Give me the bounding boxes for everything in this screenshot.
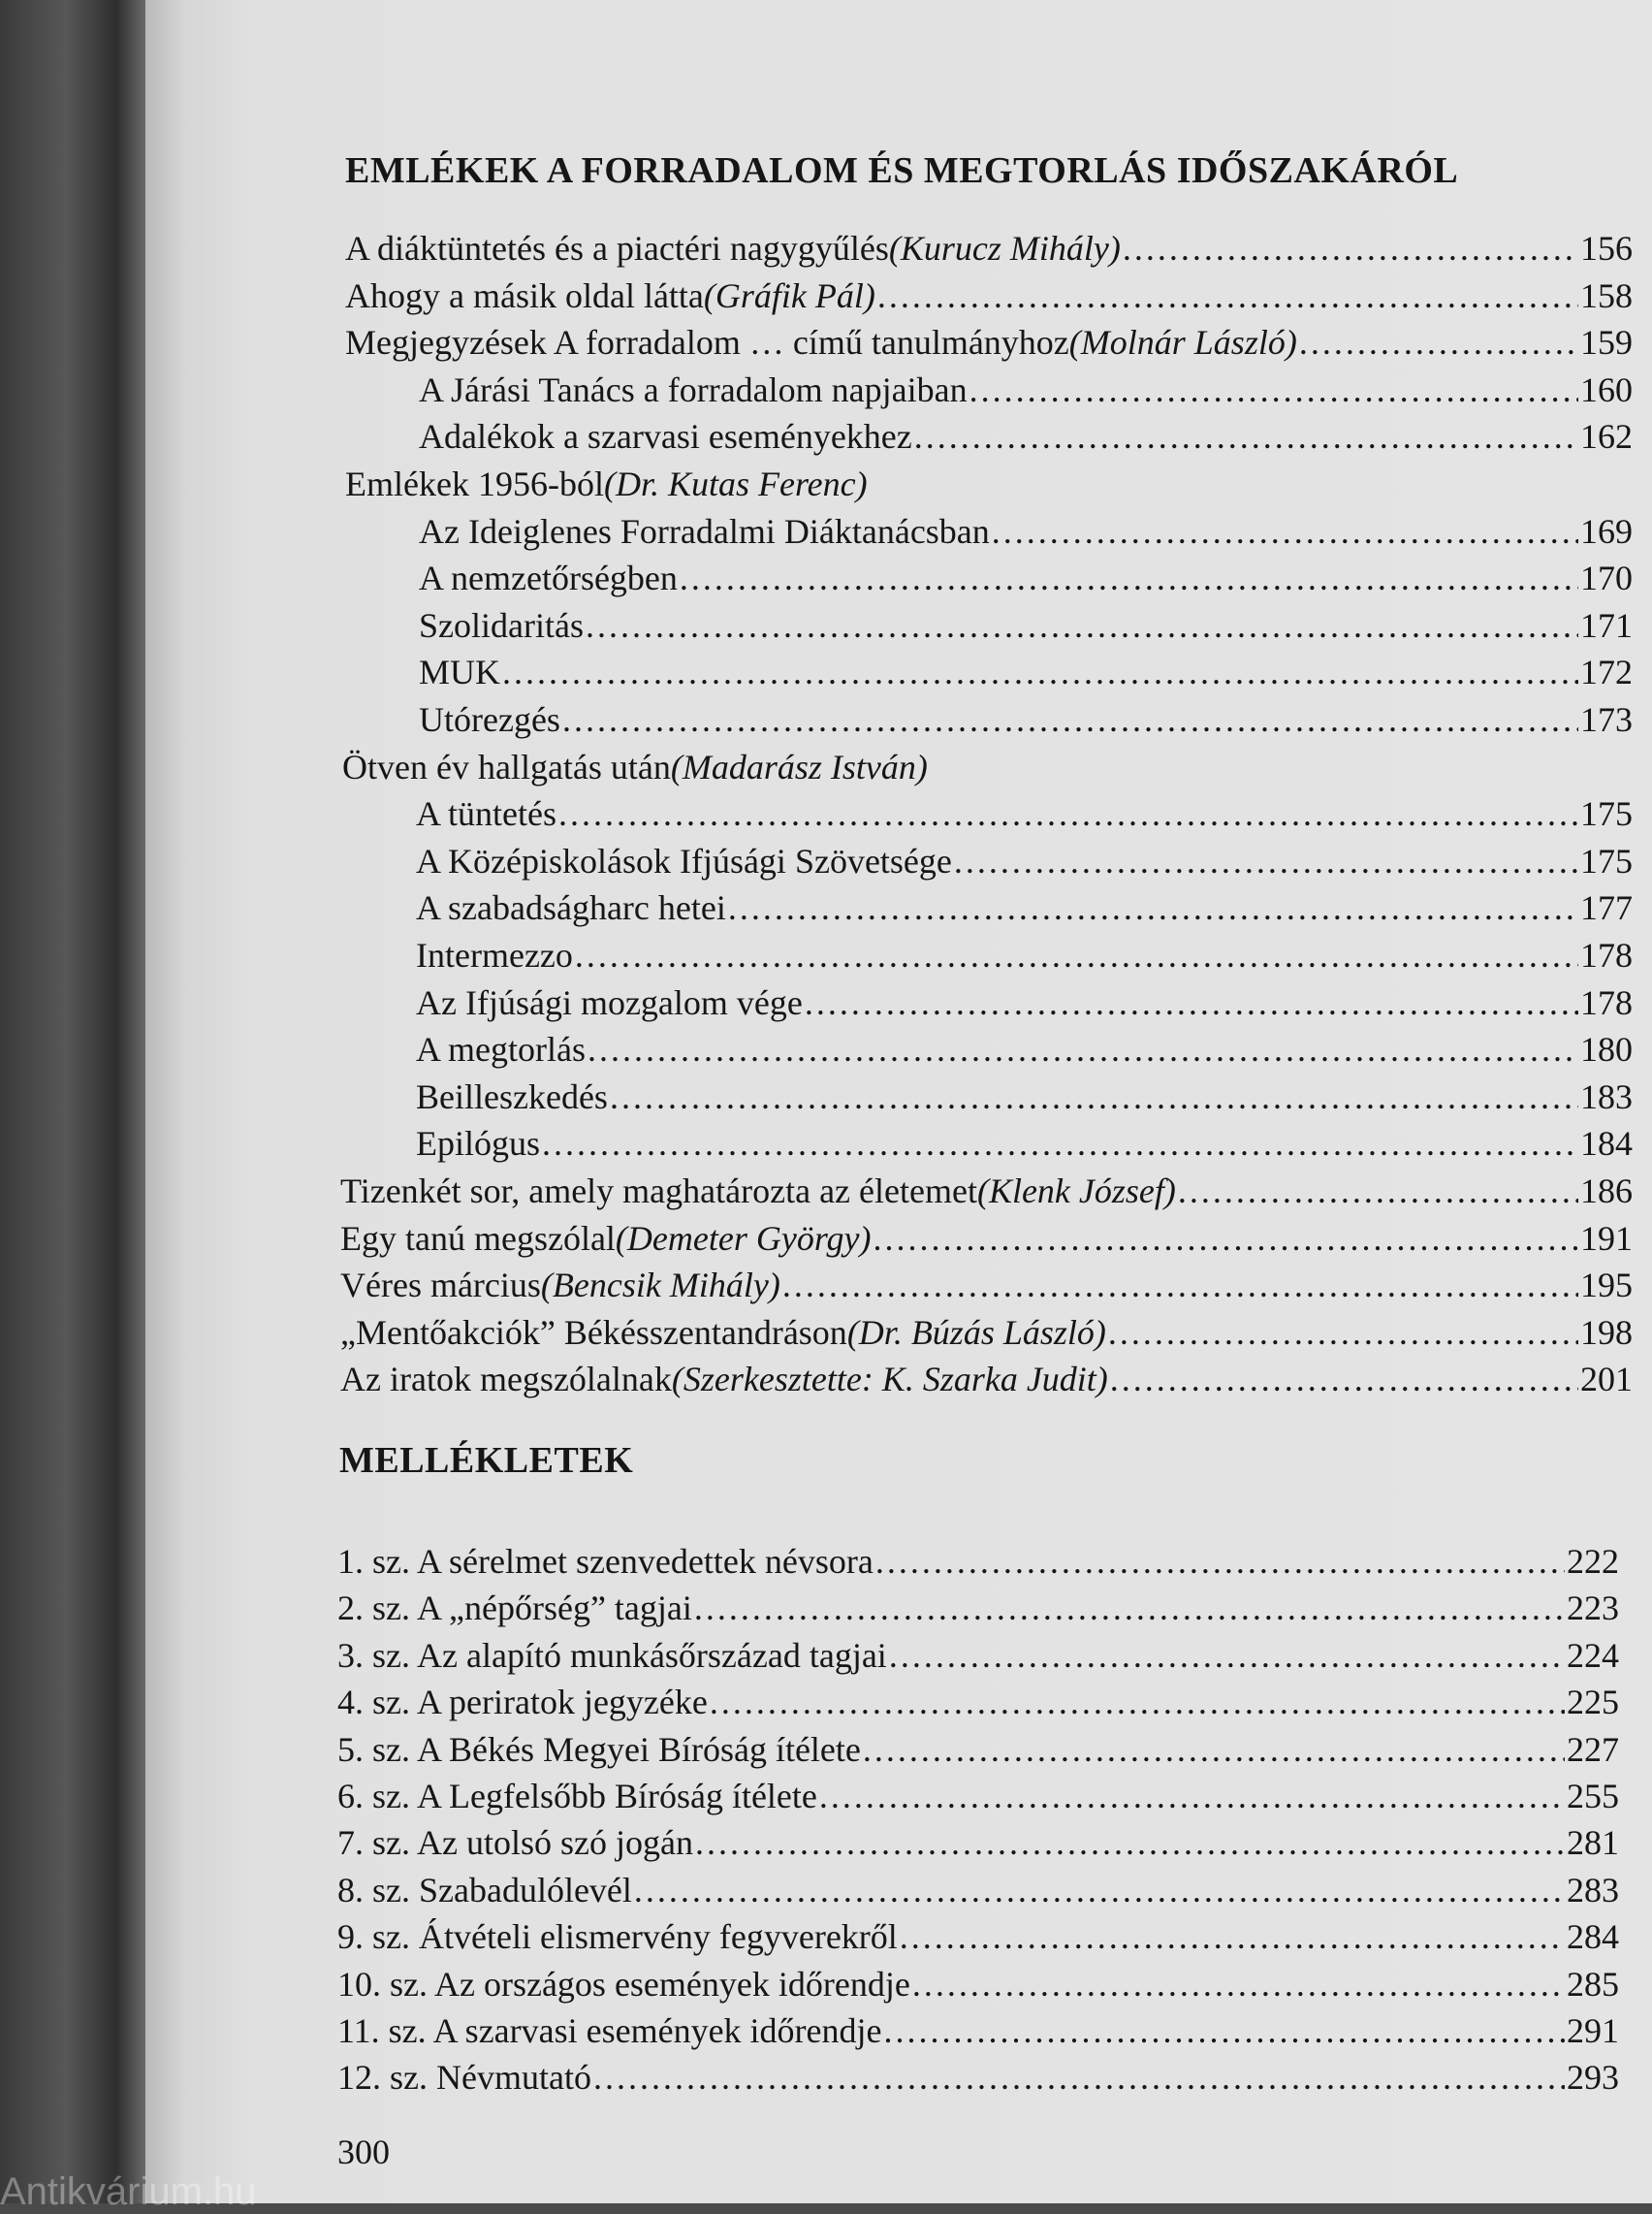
watermark-logo: Antikvárium.hu	[0, 2170, 257, 2213]
toc-entry-title: 9. sz. Átvételi elismervény fegyverekről	[337, 1917, 898, 1957]
dot-leader	[710, 1679, 1565, 1725]
dot-leader	[889, 1632, 1565, 1679]
toc-entry-title: 2. sz. A „népőrség” tagjai	[337, 1588, 692, 1628]
toc-entry	[345, 461, 1633, 507]
toc-entry	[337, 1538, 1619, 1585]
dot-leader	[634, 1867, 1565, 1913]
toc-entry	[337, 1679, 1619, 1725]
toc-entry-page: 227	[1567, 1729, 1619, 1769]
toc-entry-title: Egy tanú megszólal	[340, 1218, 616, 1258]
toc-entry-title: Az iratok megszólalnak	[340, 1360, 672, 1399]
toc-entry-author: (Gráfik Pál)	[703, 275, 875, 315]
toc-entry-title: Epilógus	[416, 1124, 541, 1164]
dot-leader	[884, 2007, 1566, 2054]
toc-entry	[416, 1120, 1633, 1167]
toc-entry-page: 178	[1580, 982, 1633, 1022]
toc-entry-page: 186	[1580, 1171, 1633, 1210]
toc-entry-page: 198	[1580, 1312, 1633, 1352]
toc-entry	[419, 413, 1633, 460]
section-heading-memories: EMLÉKEK A FORRADALOM ÉS MEGTORLÁS IDŐSZAKÁRÓL	[345, 150, 1459, 191]
toc-entry-page: 255	[1567, 1777, 1619, 1815]
toc-entry	[337, 1726, 1619, 1773]
dot-leader	[914, 413, 1578, 460]
toc-entry	[416, 790, 1633, 837]
toc-entry-title: Utórezgés	[419, 700, 560, 739]
toc-entry	[416, 1074, 1633, 1120]
toc-entry-page: 291	[1567, 2011, 1619, 2050]
toc-entry-title: Véres március	[340, 1266, 541, 1305]
toc-entry-author: (Szerkesztette: K. Szarka Judit)	[671, 1360, 1108, 1399]
toc-entry	[337, 1867, 1619, 1913]
dot-leader	[912, 1961, 1565, 2007]
toc-entry-page: 195	[1580, 1266, 1633, 1305]
toc-entry-title: Az Ideiglenes Forradalmi Diáktanácsban	[419, 511, 990, 551]
toc-entry	[416, 932, 1633, 979]
toc-entry	[337, 1585, 1619, 1631]
toc-entry	[337, 1632, 1619, 1679]
toc-entry-author: (Dr. Kutas Ferenc)	[603, 465, 868, 503]
toc-entry-title: A megtorlás	[416, 1030, 586, 1070]
dot-leader	[1299, 319, 1578, 366]
toc-entry-title: A Járási Tanács a forradalom napjaiban	[419, 369, 968, 409]
dot-leader	[969, 367, 1578, 413]
toc-entry-title: 8. sz. Szabadulólevél	[337, 1870, 632, 1909]
toc-entry	[419, 367, 1633, 413]
dot-leader	[805, 979, 1578, 1026]
toc-entry-author: (Klenk József)	[976, 1171, 1176, 1210]
toc-entry-page: 293	[1567, 2058, 1619, 2098]
toc-entry-page: 222	[1567, 1542, 1619, 1581]
dot-leader	[875, 1538, 1565, 1585]
toc-entry	[337, 1819, 1619, 1866]
toc-entry-page: 175	[1580, 841, 1633, 881]
toc-entry-page: 283	[1567, 1870, 1619, 1909]
toc-entry-title: 6. sz. A Legfelsőbb Bíróság ítélete	[337, 1777, 817, 1815]
toc-entry-title: Az Ifjúsági mozgalom vége	[416, 982, 803, 1022]
dot-leader	[588, 1026, 1578, 1073]
toc-entry	[419, 602, 1633, 649]
toc-entry	[419, 555, 1633, 601]
toc-entry-title: MUK	[419, 653, 501, 692]
toc-entry-title: A Középiskolások Ifjúsági Szövetsége	[416, 841, 952, 881]
toc-entry-title: 10. sz. Az országos események időrendje	[337, 1964, 910, 2004]
toc-entry-page: 285	[1567, 1964, 1619, 2004]
dot-leader	[900, 1913, 1565, 1960]
toc-entry	[337, 1913, 1619, 1960]
dot-leader	[863, 1726, 1565, 1773]
toc-entry	[419, 696, 1633, 743]
toc-entry-title: Ahogy a másik oldal látta	[345, 275, 704, 315]
toc-entry	[416, 838, 1633, 884]
dot-leader	[586, 602, 1578, 649]
dot-leader	[562, 696, 1578, 743]
toc-entry	[337, 2007, 1619, 2054]
dot-leader	[873, 1215, 1578, 1262]
toc-entry-page: 175	[1580, 794, 1633, 834]
section-heading-appendices: MELLÉKLETEK	[339, 1440, 634, 1481]
toc-entry-title: 12. sz. Névmutató	[337, 2058, 591, 2098]
dot-leader	[680, 555, 1578, 601]
toc-entry	[340, 1215, 1633, 1262]
dot-leader	[575, 932, 1578, 979]
dot-leader	[558, 790, 1578, 837]
toc-entry	[340, 1309, 1633, 1356]
book-page	[145, 0, 1652, 2203]
toc-entry-page: 170	[1580, 559, 1633, 598]
toc-entry-page: 281	[1567, 1823, 1619, 1863]
toc-entry	[337, 2054, 1619, 2101]
toc-entry-author: (Kurucz Mihály)	[888, 229, 1121, 268]
toc-entry-page: 224	[1567, 1635, 1619, 1675]
toc-entry-page: 173	[1580, 700, 1633, 739]
toc-entry-page: 183	[1580, 1076, 1633, 1116]
toc-entry-page: 178	[1580, 936, 1633, 975]
toc-entry-page: 158	[1580, 275, 1633, 315]
dot-leader	[877, 273, 1578, 319]
toc-entry-page: 191	[1580, 1218, 1633, 1258]
toc-entry-author: (Molnár László)	[1068, 323, 1297, 363]
toc-entry-page: 172	[1580, 653, 1633, 692]
toc-entry-title: Ötven év hallgatás után	[342, 747, 671, 786]
toc-entry-title: 1. sz. A sérelmet szenvedettek névsora	[337, 1542, 874, 1581]
toc-entry-title: A tüntetés	[416, 794, 556, 834]
toc-entry-author: (Dr. Búzás László)	[846, 1312, 1106, 1352]
toc-entry-title: „Mentőakciók” Békésszentandráson	[340, 1312, 847, 1352]
dot-leader	[610, 1074, 1578, 1120]
toc-entry-page: 225	[1567, 1683, 1619, 1722]
toc-entry	[345, 319, 1633, 366]
toc-entry-title: 4. sz. A periratok jegyzéke	[337, 1683, 708, 1722]
dot-leader	[502, 649, 1578, 695]
toc-entry-page: 201	[1580, 1360, 1633, 1399]
toc-entry-page: 177	[1580, 888, 1633, 928]
toc-entry-page: 160	[1580, 369, 1633, 409]
toc-entry	[416, 979, 1633, 1026]
toc-entry	[340, 1356, 1633, 1402]
toc-entry-title: Szolidaritás	[419, 605, 584, 645]
dot-leader	[782, 1262, 1578, 1308]
dot-leader	[728, 884, 1578, 931]
toc-entry-title: 7. sz. Az utolsó szó jogán	[337, 1823, 693, 1863]
toc-entry-page: 159	[1580, 323, 1633, 363]
toc-entry	[337, 1961, 1619, 2007]
toc-entry-title: Megjegyzések A forradalom … című tanulmányhoz	[345, 323, 1069, 363]
toc-entry-page: 180	[1580, 1030, 1633, 1070]
toc-entry-page: 169	[1580, 511, 1633, 551]
book-binding	[0, 0, 145, 2203]
toc-entry	[345, 225, 1633, 272]
page-number: 300	[337, 2133, 390, 2171]
toc-entry	[419, 649, 1633, 695]
dot-leader	[954, 838, 1578, 884]
dot-leader	[819, 1773, 1565, 1819]
toc-entry-author: (Demeter György)	[615, 1218, 872, 1258]
toc-entry-title: Intermezzo	[416, 936, 573, 975]
dot-leader	[1110, 1356, 1578, 1402]
toc-entry-title: Adalékok a szarvasi eseményekhez	[419, 417, 912, 457]
toc-entry-page: 171	[1580, 605, 1633, 645]
dot-leader	[1108, 1309, 1578, 1356]
dot-leader	[694, 1585, 1565, 1631]
dot-leader	[593, 2054, 1565, 2101]
toc-entry-title: Tizenkét sor, amely maghatározta az életemet	[340, 1171, 977, 1210]
toc-entry-title: Emlékek 1956-ból	[345, 465, 604, 503]
toc-entry-title: A nemzetőrségben	[419, 559, 678, 598]
toc-entry	[342, 744, 1633, 790]
toc-entry-title: A diáktüntetés és a piactéri nagygyűlés	[345, 229, 889, 268]
toc-entry-page: 184	[1580, 1124, 1633, 1164]
toc-entry	[340, 1262, 1633, 1308]
dot-leader	[992, 508, 1578, 555]
toc-entry	[416, 884, 1633, 931]
dot-leader	[1178, 1168, 1578, 1214]
toc-entry	[340, 1168, 1633, 1214]
toc-entry-page: 284	[1567, 1917, 1619, 1957]
dot-leader	[542, 1120, 1578, 1167]
toc-entry-page: 223	[1567, 1588, 1619, 1628]
toc-entry-page: 162	[1580, 417, 1633, 457]
toc-entry-title: A szabadságharc hetei	[416, 888, 726, 928]
dot-leader	[695, 1819, 1565, 1866]
toc-entry-title: 11. sz. A szarvasi események időrendje	[337, 2011, 882, 2050]
toc-entry-author: (Madarász István)	[670, 747, 928, 786]
toc-entry-author: (Bencsik Mihály)	[540, 1266, 780, 1305]
toc-entry-title: 3. sz. Az alapító munkásőrszázad tagjai	[337, 1635, 887, 1675]
toc-entry	[416, 1026, 1633, 1073]
dot-leader	[1123, 225, 1578, 272]
toc-entry	[345, 273, 1633, 319]
toc-entry-title: 5. sz. A Békés Megyei Bíróság ítélete	[337, 1729, 861, 1769]
toc-entry-title: Beilleszkedés	[416, 1076, 608, 1116]
toc-entry-page: 156	[1580, 229, 1633, 268]
toc-entry	[419, 508, 1633, 555]
toc-entry	[337, 1773, 1619, 1819]
